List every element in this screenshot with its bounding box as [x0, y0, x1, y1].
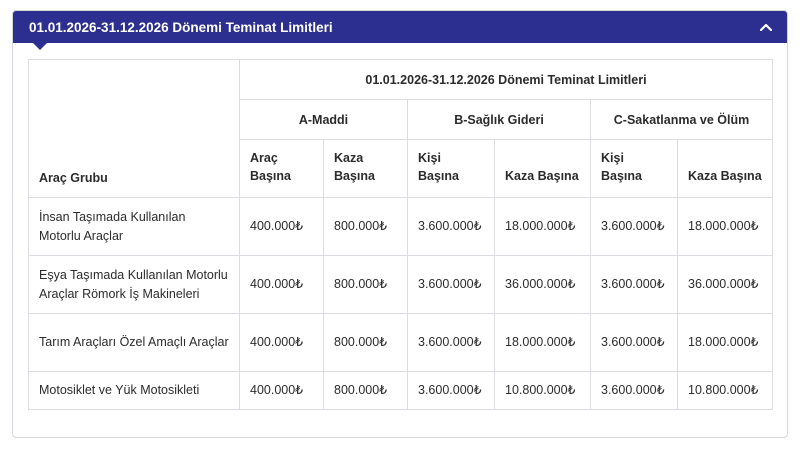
value-cell: 3.600.000₺	[591, 372, 678, 410]
value-cell: 36.000.000₺	[495, 256, 591, 314]
value-cell: 3.600.000₺	[408, 314, 495, 372]
value-cell: 36.000.000₺	[678, 256, 773, 314]
vehicle-group-cell: Eşya Taşımada Kullanılan Motorlu Araçlar Römork İş Makineleri	[29, 256, 240, 314]
value-cell: 18.000.000₺	[678, 198, 773, 256]
subheader: Kişi Başına	[408, 140, 495, 198]
table-main-header: 01.01.2026-31.12.2026 Dönemi Teminat Limitleri	[240, 60, 773, 100]
subheader: Kaza Başına	[678, 140, 773, 198]
value-cell: 18.000.000₺	[678, 314, 773, 372]
value-cell: 400.000₺	[240, 198, 324, 256]
chevron-up-icon	[760, 23, 772, 31]
group-header-maddi: A-Maddi	[240, 100, 408, 140]
value-cell: 3.600.000₺	[408, 198, 495, 256]
group-header-saglik: B-Sağlık Gideri	[408, 100, 591, 140]
header-pointer	[33, 43, 47, 50]
value-cell: 10.800.000₺	[495, 372, 591, 410]
subheader: Kişi Başına	[591, 140, 678, 198]
value-cell: 800.000₺	[324, 372, 408, 410]
vehicle-group-cell: İnsan Taşımada Kullanılan Motorlu Araçlar	[29, 198, 240, 256]
table-row	[29, 198, 773, 256]
table-row	[29, 256, 773, 314]
value-cell: 400.000₺	[240, 372, 324, 410]
value-cell: 3.600.000₺	[408, 372, 495, 410]
value-cell: 800.000₺	[324, 314, 408, 372]
vehicle-group-cell: Tarım Araçları Özel Amaçlı Araçlar	[29, 314, 240, 372]
value-cell: 18.000.000₺	[495, 314, 591, 372]
value-cell: 10.800.000₺	[678, 372, 773, 410]
subheader: Kaza Başına	[324, 140, 408, 198]
panel-header[interactable]	[13, 11, 787, 43]
vehicle-group-header: Araç Grubu	[29, 60, 240, 198]
subheader: Kaza Başına	[495, 140, 591, 198]
coverage-limits-panel	[12, 10, 788, 438]
collapse-button[interactable]	[757, 18, 775, 36]
subheader: Araç Başına	[240, 140, 324, 198]
panel-title: 01.01.2026-31.12.2026 Dönemi Teminat Limitleri	[29, 19, 333, 35]
value-cell: 3.600.000₺	[591, 256, 678, 314]
value-cell: 3.600.000₺	[591, 314, 678, 372]
table-row	[29, 372, 773, 410]
value-cell: 400.000₺	[240, 314, 324, 372]
value-cell: 400.000₺	[240, 256, 324, 314]
table-row	[29, 314, 773, 372]
value-cell: 800.000₺	[324, 256, 408, 314]
vehicle-group-cell: Motosiklet ve Yük Motosikleti	[29, 372, 240, 410]
value-cell: 18.000.000₺	[495, 198, 591, 256]
group-header-sakatlanma: C-Sakatlanma ve Ölüm	[591, 100, 773, 140]
value-cell: 3.600.000₺	[591, 198, 678, 256]
value-cell: 800.000₺	[324, 198, 408, 256]
value-cell: 3.600.000₺	[408, 256, 495, 314]
coverage-limits-table	[28, 59, 773, 410]
